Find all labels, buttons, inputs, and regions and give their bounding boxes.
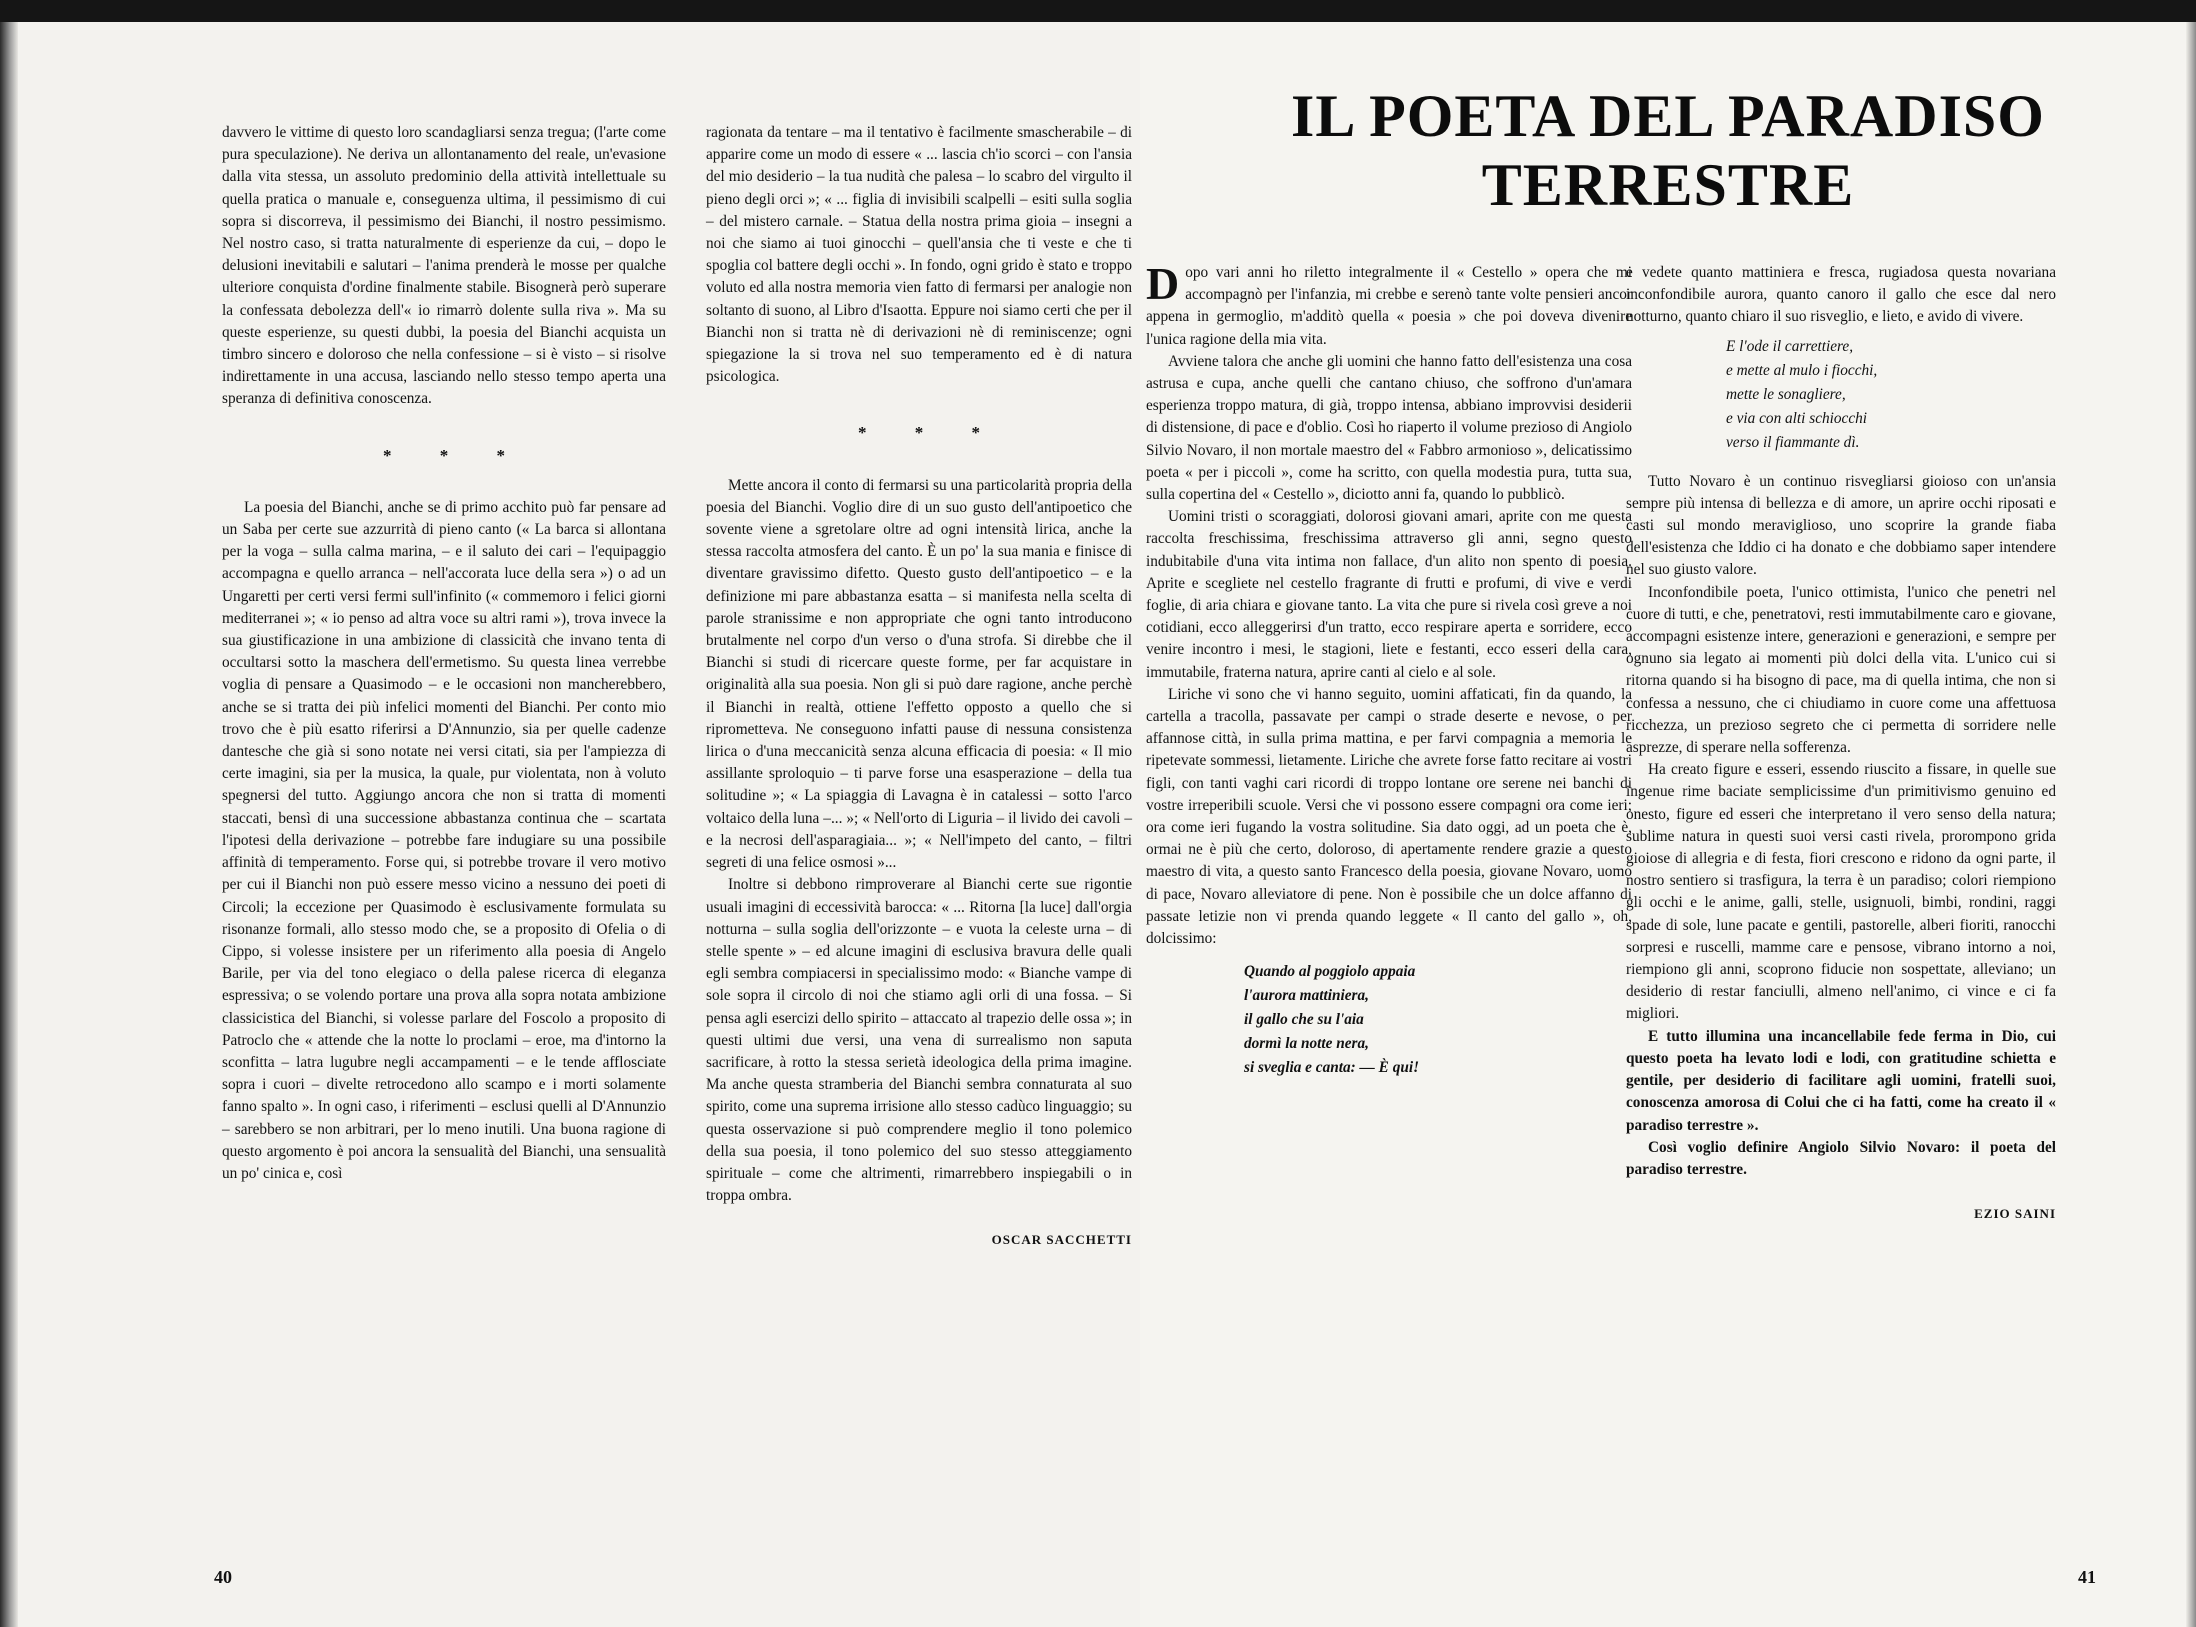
paragraph: Uomini tristi o scoraggiati, dolorosi giovani amari, aprite con me questa raccolta freschissima, freschissima attraverso gli anni, segno questo indubitabile d'una vita intima non fallace, d'un alito non spento di poesia. Aprite e scegliete nel cestello fragrante di frutti e profumi, di vive e verdi foglie, di aria chiara e giovane tanto. La vita che pure si rivela così greve a noi cotidiani, ecco alleggerirsi d'un tratto, ecco respirare aperta e sorridere, ecco venire incontro i mesi, le stagioni, liete e festanti, ecco esseri della cara, immutabile, fraterna natura, aprire canti al cielo e al sole. <box>1146 508 1632 681</box>
paragraph: Inoltre si debbono rimproverare al Bianchi certe sue rigontie usuali imagini di eccessività barocca: « ... Ritorna [la luce] dall'orgia notturna – sulla soglia dell'orizzonte – e vuota la celeste urna – di stelle spente » – ed alcune imagini di esclusiva bravura delle quali egli sembra compiacersi in specialissimo modo: « Bianche vampe di sole sopra il circolo di noi che stiamo agli orli di una fossa. – Si pensa agli esercizi dello spirito – attaccato al trapezio delle ossa »; in questi ultimi due versi, una vena di surrealismo non saputa sacrificare, à rotto la stessa serietà ideologica della prima imagine. Ma anche questa stramberia del Bianchi sembra connaturata al suo spirito, come una suprema irrisione allo stesso cadùco linguaggio; su questa osservazione si può comprendere meglio il tono polemico della sua poesia, il tono polemico del suo stesso atteggiamento spirituale – come che altrimenti, rimarrebbero inspiegabili o in troppa ombra. <box>706 876 1132 1205</box>
paragraph: Così voglio definire Angiolo Silvio Novaro: il poeta del paradiso terrestre. <box>1626 1138 2056 1178</box>
right-page <box>1140 22 2196 1627</box>
page-number: 41 <box>2078 1567 2096 1587</box>
section-separator: * * * <box>858 423 1002 443</box>
paragraph: e vedete quanto mattiniera e fresca, rugiadosa questa novariana inconfondibile aurora, quanto canoro il gallo che esce dal nero notturno, quanto chiaro il suo risveglio, e lieto, e avido di vivere. <box>1626 264 2056 326</box>
paragraph: Avviene talora che anche gli uomini che hanno fatto dell'esistenza una cosa astrusa e cupa, anche quelli che cantano chiuso, che soffrono d'un'amara esperienza troppo matura, di già, troppo intensa, abbiano improvvisi desiderii di distensione, di pace e d'oblio. Così ho riaperto il volume prezioso di Angiolo Silvio Novaro, il non mortale maestro del « Fabbro armonioso », delicatissimo poeta « per i piccoli », come ha scritto, con quella modestia pura, tutta sua, sulla copertina del « Cestello », diciotto anni fa, quando lo pubblicò. <box>1146 352 1632 504</box>
paragraph: davvero le vittime di questo loro scandagliarsi senza tregua; (l'arte come pura speculazione). Ne deriva un allontanamento del reale, un'evasione dalla vita stessa, un assoluto predominio della attività intellettuale su quella pratica o manuale e, conseguenza ultima, il pessimismo di cui sopra si discorreva, il pessimismo dei Bianchi, il nostro pessimismo. Nel nostro caso, si tratta naturalmente di esperienze da cui, – dopo le delusioni inevitabili e salutari – l'anima prenderà le mosse per qualche ulteriore conquista d'ordine finalmente stabile. Bisognerà però superare la confessata debolezza dell'« io rimarrò dolente sulla riva ». Ma su queste esperienze, su questi dubbi, la poesia del Bianchi acquista un timbro sincero e doloroso che nella confessione – si è visto – si risolve indirettamente in una accusa, lasciando nello stesso tempo aperta una speranza di definitiva conoscenza. <box>222 124 666 408</box>
article-title: IL POETA DEL PARADISO TERRESTRE <box>1291 83 2045 218</box>
paragraph: E tutto illumina una incancellabile fede ferma in Dio, cui questo poeta ha levato lodi e lodi, con gratitudine schietta e gentile, per desiderio di facilitare agli uomini, fratelli suoi, conoscenza amorosa di Colui che ci ha fatti, come ha creato il « paradiso terrestre ». <box>1626 1027 2056 1134</box>
paragraph: Mette ancora il conto di fermarsi su una particolarità propria della poesia del Bianchi. Voglio dire di un suo gusto dell'antipoetico che sovente viene a sgretolare oltre ad ogni intensità lirica, anche la stessa raccolta atmosfera del canto. È un po' la sua mania e finisce di diventare gravissimo difetto. Questo gusto dell'antipoetico – e la definizione mi pare abbastanza esatta – si manifesta nella scelta di parole stranissime e non appropriate che ogni tanto introducono brutalmente nel corpo d'un verso o d'una strofa. Si direbbe che il Bianchi si studi di ricercare queste forme, per far acquistare in originalità alla sua poesia. Non gli si può dare ragione, anche perchè il Bianchi in realtà, ottiene l'effetto opposto a quello che si riprometteva. Ne conseguono infatti pause di nessuna consistenza lirica o d'una meccanicità senza alcuna efficacia di poesia: « Il mio assillante sproloquio – ti parve forse una esasperazione – della tua solitudine »; « La spiaggia di Lavagna è in catalessi – sotto l'arco voltaico della luna –... »; « Nell'orto di Liguria – il livido dei cavoli – e la necrosi dell'asparagiaia... »; « Nell'impeto del canto, – filtri segreti di una felice osmosi »... <box>706 476 1132 872</box>
drop-cap: D <box>1146 258 1180 309</box>
left-page <box>0 22 1140 1627</box>
paragraph: ragionata da tentare – ma il tentativo è facilmente smascherabile – di apparire come un modo di essere « ... lascia ch'io scorci – con l'ansia del mio desiderio – la tua nudità che palesa – lo scabro del virgulto il pieno degli orci »; « ... figlia di invisibili scalpelli – esiti sulla soglia – del mistero carnale. – Statua della nostra prima gioia – insegni a noi che siamo ai tuoi ginocchi – quell'ansia che ti veste e che ti spoglia col battere degli occhi ». In fondo, ogni grido è stato e troppo voluto ed alla nostra memoria vien fatto di fermarsi per analogie non soltanto di suono, al Libro d'Isaotta. Eppure noi siamo certi che per il Bianchi non si tratta nè di derivazioni nè di reminiscenze; ogni spiegazione la si trova nel suo temperamento ed è di natura psicologica. <box>706 124 1132 386</box>
author-signature: OSCAR SACCHETTI <box>991 1232 1132 1248</box>
page-number: 40 <box>214 1567 232 1587</box>
book-spine-edge <box>0 22 18 1627</box>
right-column-2 <box>1626 262 2056 1225</box>
paragraph: Dopo vari anni ho riletto integralmente il « Cestello » opera che mi accompagnò per l'infanzia, mi crebbe e serenò tante volte pensieri ancor appena in germoglio, m'additò quella « poesia » che poi doveva divenire l'unica ragione della mia vita. <box>1146 258 1632 348</box>
page-edge <box>2186 22 2196 1627</box>
paragraph: Liriche vi sono che vi hanno seguito, uomini affaticati, fin da quando, la cartella a tracolla, passavate per campi o strade deserte e nevose, o per affannose città, in sulla prima mattina, e per farvi compagnia a memoria le ripetevate sommessi, lietamente. Liriche che avrete forse fatto recitare ai vostri figli, con tanti vaghi cari ricordi di troppo lontane ore serene nei banchi di vostre irreperibili scuole. Versi che vi possono essere compagni ora come ieri; ora come ieri fugando la vostra solitudine. Sia dato oggi, ad un poeta che è, ormai ne è più che certo, doloroso, di apertamente rendere grazie a questo maestro di vita, a questo santo Francesco della poesia, giovane Novaro, uomo di pace, Novaro alleviatore di pene. Non è possibile che un dolce affanno di passate letizie non vi prenda quando leggete « Il canto del gallo », oh, dolcissimo: <box>1146 685 1632 948</box>
paragraph: Inconfondibile poeta, l'unico ottimista, l'unico che penetri nel cuore di tutti, e che, penetratovi, resti immutabilmente caro e giovane, accompagni esistenze intere, generazioni e generazioni, e sempre per ognuno sia legato ai momenti più dolci della vita. L'unico cui si ritorna quando si ha bisogno di pace, ma di quella intima, che non si confessa a nessuno, che ci chiudiamo in cuore come una affettuosa ricchezza, un prezioso segreto che ci permetta di sorridere nelle asprezze, di sperare nella sofferenza. <box>1626 583 2056 757</box>
left-column-1 <box>222 122 666 1185</box>
left-column-2 <box>706 122 1132 1252</box>
paragraph: Tutto Novaro è un continuo risvegliarsi gioioso con un'ansia sempre più intensa di bellezza e di amore, un aprire occhi riposati e casti sul mondo meraviglioso, uno scoprire la grande fiaba dell'esistenza che Iddio ci ha donato e che dobbiamo saper intendere nel suo giusto valore. <box>1626 472 2056 579</box>
section-separator: * * * <box>383 445 527 465</box>
paragraph: La poesia del Bianchi, anche se di primo acchito può far pensare ad un Saba per certe sue azzurrità di pieno canto (« La barca si allontana per la voga – sulla calma marina, – e il saluto dei cari – l'equipaggio accompagna e quello arranca – nell'accorata luce della sera ») o ad un Ungaretti per certi versi fermi sull'infinito (« commemoro i felici giorni mediterranei »; « io penso ad altra voce su altri rami »), trova invece la sua giustificazione in una ambizione di classicità che invano tenta di occultarsi sotto la maschera dell'ermetismo. Su questa linea verrebbe voglia di pensare a Quasimodo – e le occasioni non mancherebbero, anche se si tratta dei più infelici momenti del Bianchi. Per conto mio trovo che è più esatto riferirsi a D'Annunzio, sia per quelle cadenze dantesche che già si sono notate nei versi citati, sia per l'ampiezza di certe imagini, sia per la musica, la quale, pur violentata, non à voluto spegnersi del tutto. Aggiungo ancora che non si tratta di momenti staccati, bensì di una successione abbastanza continua che – scartata l'ipotesi della derivazione – potrebbe fare indugiare su una possibile affinità di temperamento. Forse qui, si potrebbe trovare il vero motivo per cui il Bianchi non può essere messo vicino a nessuno dei poeti di Circoli; la eccezione per Quasimodo è esclusivamente formulata su risonanze formali, allo stesso modo che, se a proposito di Ofelia o di Cippo, si volesse insistere per un riferimento alla poesia di Angelo Barile, per via del tono elegiaco o della palese ricerca di eleganza espressiva; o se volendo portare una prova alla sopra notata ambizione classicistica del Bianchi, si volesse parlare del Foscolo a proposito di Patroclo che « attende che la notte lo proclami – eroe, ma d'intorno la sconfitta – latra lugubre negli accampamenti – e le tende afflosciate sopra i cuori – divelte retrocedono allo scampo e i morti solamente fanno spalto ». In ogni caso, i riferimenti – esclusi quelli al D'Annunzio – sarebbero se non arbitrari, per lo meno inutili. Una buona ragione di questo argomento è poi ancora la sensualità del Bianchi, una sensualità un po' cinica e, così <box>222 498 666 1182</box>
author-signature: EZIO SAINI <box>1974 1206 2056 1222</box>
poem-quote: Quando al poggiolo appaia l'aurora mattiniera, il gallo che su l'aia dormì la notte nera, si sveglia e canta: — È qui! <box>1244 963 1420 1077</box>
right-column-1 <box>1146 258 1632 1092</box>
paragraph: Ha creato figure e esseri, essendo riuscito a fissare, in quelle sue ingenue rime baciate semplicissime d'un primitivismo genuino ed onesto, figure ed esseri che interpretano il vero senso della natura; sublime natura in questi suoi versi casti rivela, prorompono grida gioiose di allegria e di festa, fiori crescono e ridono da ogni parte, il nostro sentiero si trasfigura, la terra è un paradiso; colori riempiono gli occhi e le anime, galli, stelle, usignuoli, bimbi, rondini, raggi spade di sole, lune pacate e gentili, pastorelle, alberi fioriti, ranocchi sorpresi e ruscelli, mamme care e pensose, vibrano intorno a noi, riempiono gli anni, scoprono fiducie non sospettate, alleviano; un desiderio di restar fanciulli, almeno nell'animo, ci vince e ci fa migliori. <box>1626 761 2056 1023</box>
poem-quote: E l'ode il carrettiere, e mette al mulo i fiocchi, mette le sonagliere, e via con alti schiocchi verso il fiammante dì. <box>1726 337 1878 451</box>
